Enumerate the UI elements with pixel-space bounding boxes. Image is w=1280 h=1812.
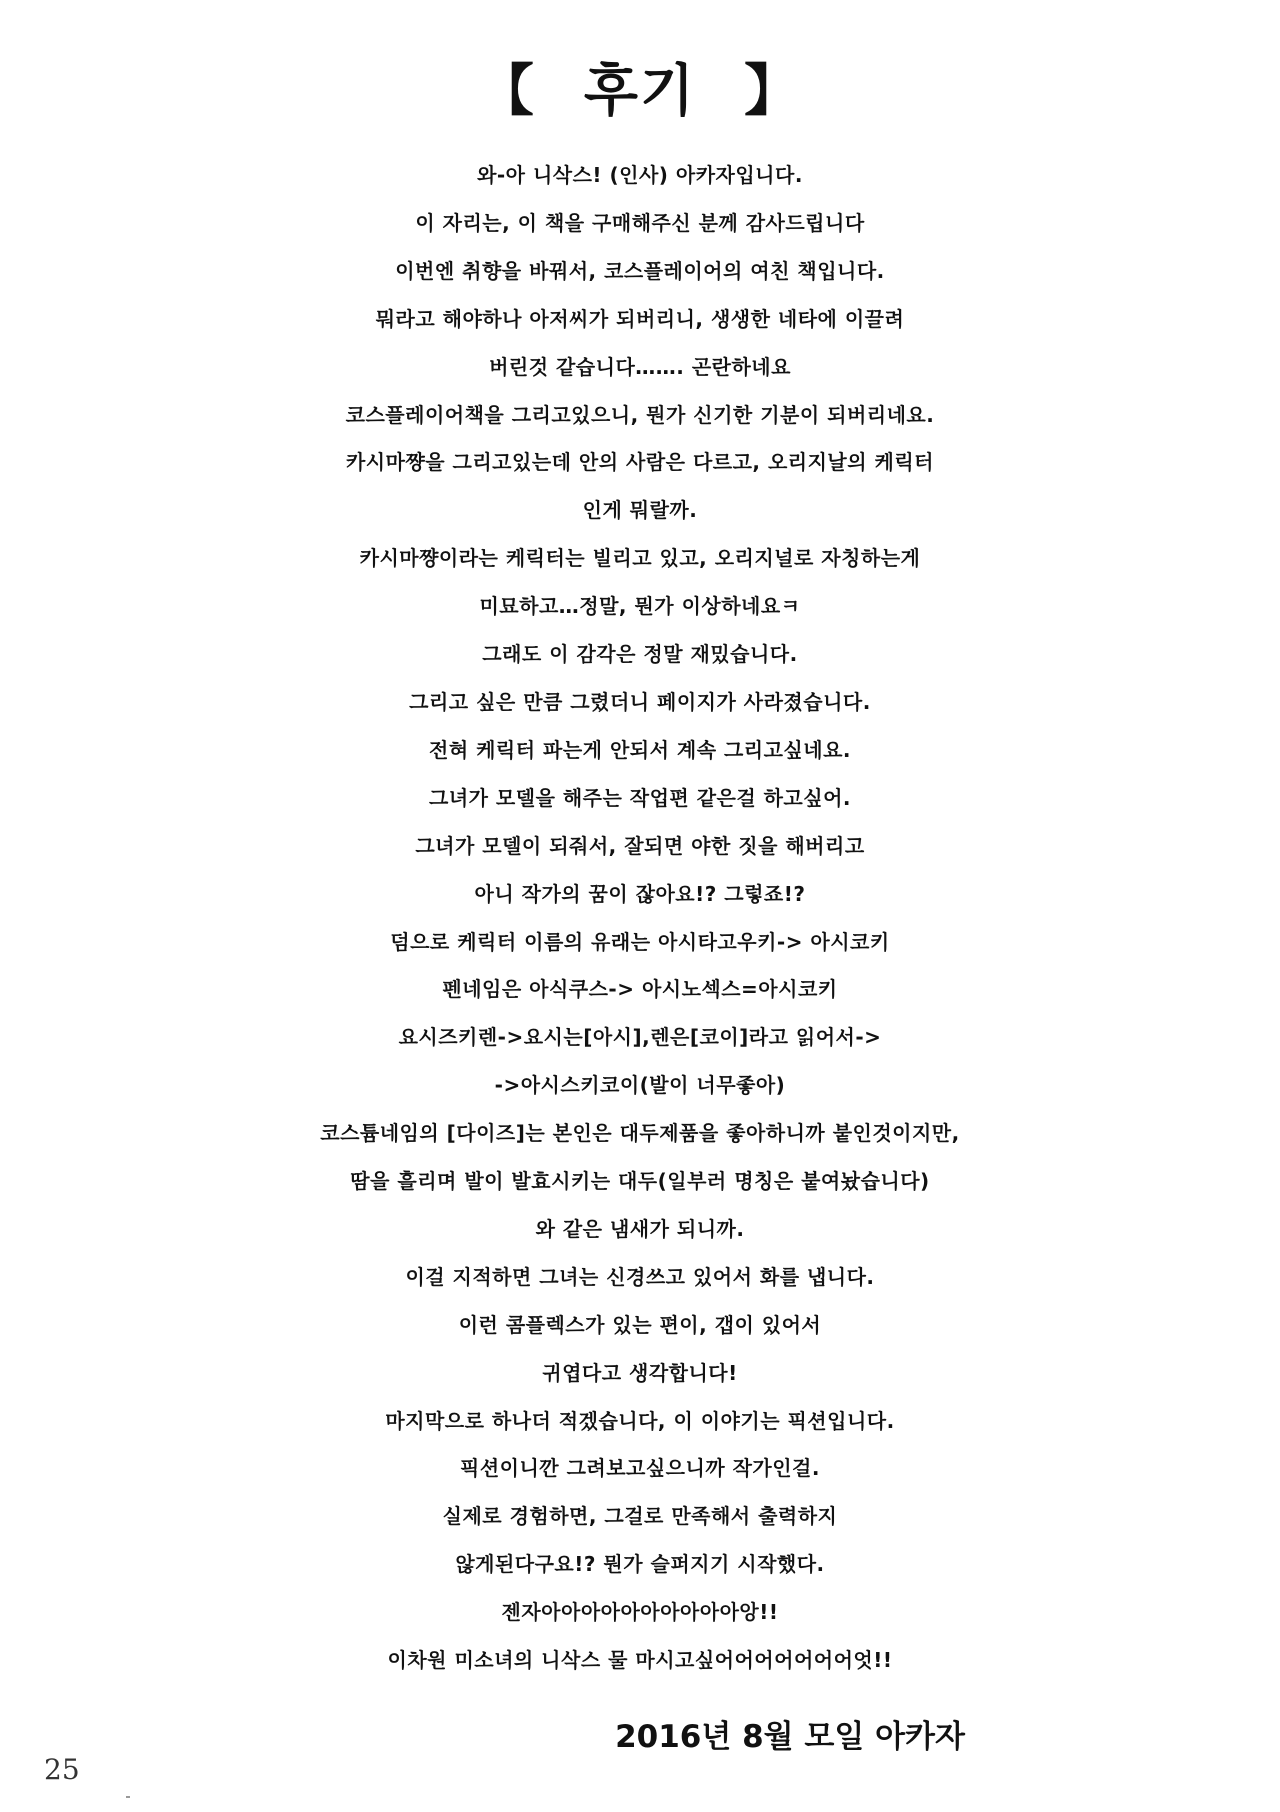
- text-line: 그녀가 모델을 해주는 작업편 같은걸 하고싶어.: [429, 785, 851, 810]
- scan-mark: [126, 1796, 130, 1798]
- text-line: 그녀가 모델이 되줘서, 잘되면 야한 짓을 해버리고: [415, 833, 865, 858]
- text-line: 아니 작가의 꿈이 잖아요!? 그렇죠!?: [474, 881, 806, 906]
- title-bracket-left: 【: [477, 59, 536, 124]
- text-line: 픽션이니깐 그려보고싶으니까 작가인걸.: [460, 1456, 820, 1481]
- text-line: 그리고 싶은 만큼 그렸더니 페이지가 사라졌습니다.: [409, 689, 871, 714]
- page-title: [0, 52, 1280, 132]
- author-signature: 2016년 8월 모일 아카자: [615, 1719, 965, 1755]
- text-line: 인게 뭐랄까.: [582, 498, 698, 523]
- text-line: 그래도 이 감각은 정말 재밌습니다.: [482, 642, 798, 667]
- text-line: 와-아 니삭스! (인사) 아카자입니다.: [477, 163, 803, 187]
- text-line: 이번엔 취향을 바꿔서, 코스플레이어의 여친 책입니다.: [395, 258, 885, 283]
- text-line: 와 같은 냄새가 되니까.: [535, 1216, 745, 1241]
- text-line: 이 자리는, 이 책을 구매해주신 분께 감사드립니다: [415, 210, 865, 235]
- text-line: 젠자아아아아아아아아아아앙!!: [501, 1600, 779, 1625]
- text-line: 코스튬네임의 [다이즈]는 본인은 대두제품을 좋아하니까 붙인것이지만,: [320, 1121, 960, 1146]
- text-line: ->아시스키코이(발이 너무좋아): [494, 1073, 786, 1098]
- text-line: 코스플레이어책을 그리고있으니, 뭔가 신기한 기분이 되버리네요.: [345, 402, 935, 427]
- text-line: 실제로 경험하면, 그걸로 만족해서 출력하지: [442, 1504, 838, 1529]
- text-line: 이런 콤플렉스가 있는 편이, 갭이 있어서: [458, 1312, 822, 1337]
- title-bracket-right: 】: [744, 59, 803, 124]
- text-line: 버린것 같습니다……. 곤란하네요: [489, 354, 791, 379]
- text-line: 귀엽다고 생각합니다!: [542, 1360, 738, 1385]
- text-line: 않게된다구요!? 뭔가 슬퍼지기 시작했다.: [455, 1552, 825, 1577]
- text-line: 뭐라고 해야하나 아저씨가 되버리니, 생생한 네타에 이끌려: [375, 306, 905, 331]
- title-text: 후기: [583, 59, 697, 124]
- text-line: 덤으로 케릭터 이름의 유래는 아시타고우키-> 아시코키: [390, 929, 890, 954]
- text-line: 땀을 흘리며 발이 발효시키는 대두(일부러 명칭은 붙여놨습니다): [350, 1169, 930, 1194]
- text-line: 이차원 미소녀의 니삭스 물 마시고싶어어어어어어어엇!!: [387, 1648, 893, 1673]
- text-line: 카시마쨩이라는 케릭터는 빌리고 있고, 오리지널로 자칭하는게: [359, 546, 921, 571]
- text-line: 마지막으로 하나더 적겠습니다, 이 이야기는 픽션입니다.: [385, 1408, 895, 1433]
- afterword-body: [40, 152, 1240, 1685]
- page-number: 25: [44, 1753, 80, 1786]
- text-line: 미묘하고…정말, 뭔가 이상하네요ㅋ: [479, 594, 801, 619]
- text-line: 펜네임은 아식쿠스-> 아시노섹스=아시코키: [442, 977, 838, 1002]
- text-line: 요시즈키렌->요시는[아시],렌은[코이]라고 읽어서->: [398, 1025, 882, 1050]
- text-line: 이걸 지적하면 그녀는 신경쓰고 있어서 화를 냅니다.: [405, 1264, 875, 1289]
- text-line: 카시마쨩을 그리고있는데 안의 사람은 다르고, 오리지날의 케릭터: [345, 450, 934, 475]
- text-line: 전혀 케릭터 파는게 안되서 계속 그리고싶네요.: [429, 737, 851, 762]
